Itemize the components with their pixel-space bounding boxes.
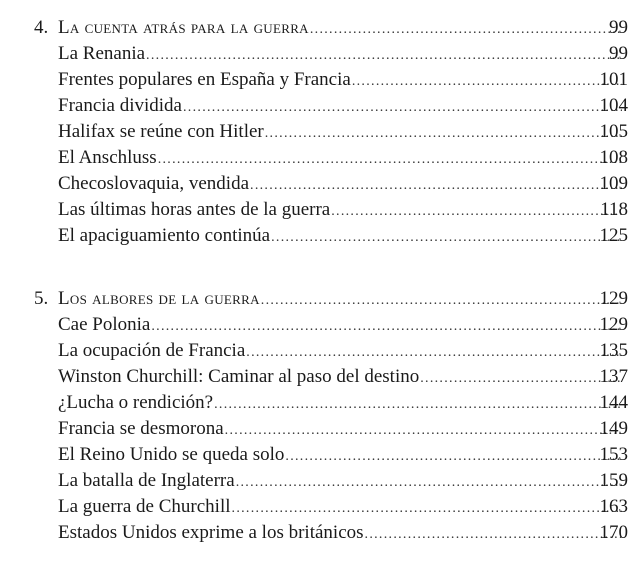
section-title: El apaciguamiento continúa	[58, 225, 271, 246]
section-title: El Reino Unido se queda solo	[58, 444, 285, 465]
chapter-number: 4.	[34, 17, 49, 38]
dot-leader	[158, 147, 622, 173]
dot-leader	[151, 314, 622, 340]
section-entry[interactable]	[58, 171, 628, 197]
section-title: Estados Unidos exprime a los británicos	[58, 522, 364, 543]
page-number: 99	[609, 17, 628, 38]
section-entry[interactable]	[58, 520, 628, 546]
dot-leader	[246, 340, 622, 366]
page-number: 144	[599, 392, 628, 413]
chapter-title: La cuenta atrás para la guerra	[58, 17, 309, 38]
dot-leader	[331, 199, 622, 225]
section-entry[interactable]	[58, 468, 628, 494]
section-title: Cae Polonia	[58, 314, 151, 335]
chapter-number: 5.	[34, 288, 49, 309]
dot-leader	[183, 95, 622, 121]
section-entry[interactable]	[58, 312, 628, 338]
page-number: 159	[599, 470, 628, 491]
dot-leader	[285, 444, 622, 470]
page-number: 118	[600, 199, 628, 220]
page-number: 104	[599, 95, 628, 116]
section-entry[interactable]	[58, 119, 628, 145]
section-title: Las últimas horas antes de la guerra	[58, 199, 331, 220]
section-title: La guerra de Churchill	[58, 496, 231, 517]
section-entry[interactable]	[58, 93, 628, 119]
page-number: 149	[599, 418, 628, 439]
section-title: Francia se desmorona	[58, 418, 224, 439]
page-number: 137	[599, 366, 628, 387]
section-title: Checoslovaquia, vendida	[58, 173, 250, 194]
page-number: 135	[599, 340, 628, 361]
section-title: ¿Lucha o rendición?	[58, 392, 214, 413]
section-title: Frentes populares en España y Francia	[58, 69, 351, 90]
page-number: 105	[599, 121, 628, 142]
dot-leader	[214, 392, 622, 418]
dot-leader	[232, 496, 622, 522]
section-entry[interactable]	[58, 197, 628, 223]
chapter-title: Los albores de la guerra	[58, 288, 260, 309]
page-number: 109	[599, 173, 628, 194]
section-title: Winston Churchill: Caminar al paso del destino	[58, 366, 420, 387]
page-number: 108	[599, 147, 628, 168]
section-entry[interactable]	[58, 364, 628, 390]
section-entry[interactable]	[58, 223, 628, 249]
page-number: 153	[599, 444, 628, 465]
dot-leader	[271, 225, 622, 251]
page-number: 129	[599, 288, 628, 309]
section-entry[interactable]	[58, 494, 628, 520]
section-title: La ocupación de Francia	[58, 340, 246, 361]
dot-leader	[365, 522, 622, 548]
chapter-heading[interactable]	[34, 15, 628, 41]
page-number: 129	[599, 314, 628, 335]
dot-leader	[225, 418, 622, 444]
dot-leader	[261, 288, 622, 314]
dot-leader	[250, 173, 622, 199]
section-title: La Renania	[58, 43, 146, 64]
dot-leader	[265, 121, 622, 147]
dot-leader	[146, 43, 622, 69]
dot-leader	[310, 17, 622, 43]
section-title: Halifax se reúne con Hitler	[58, 121, 264, 142]
dot-leader	[352, 69, 622, 95]
page-number: 99	[609, 43, 628, 64]
section-title: Francia dividida	[58, 95, 182, 116]
section-entry[interactable]	[58, 390, 628, 416]
section-entry[interactable]	[58, 442, 628, 468]
page-number: 163	[599, 496, 628, 517]
section-entry[interactable]	[58, 416, 628, 442]
section-entry[interactable]	[58, 41, 628, 67]
page-number: 125	[599, 225, 628, 246]
section-entry[interactable]	[58, 145, 628, 171]
dot-leader	[236, 470, 622, 496]
chapter-heading[interactable]	[34, 286, 628, 312]
section-title: El Anschluss	[58, 147, 157, 168]
section-entry[interactable]	[58, 338, 628, 364]
section-entry[interactable]	[58, 67, 628, 93]
section-title: La batalla de Inglaterra	[58, 470, 235, 491]
page-number: 101	[599, 69, 628, 90]
page-number: 170	[599, 522, 628, 543]
